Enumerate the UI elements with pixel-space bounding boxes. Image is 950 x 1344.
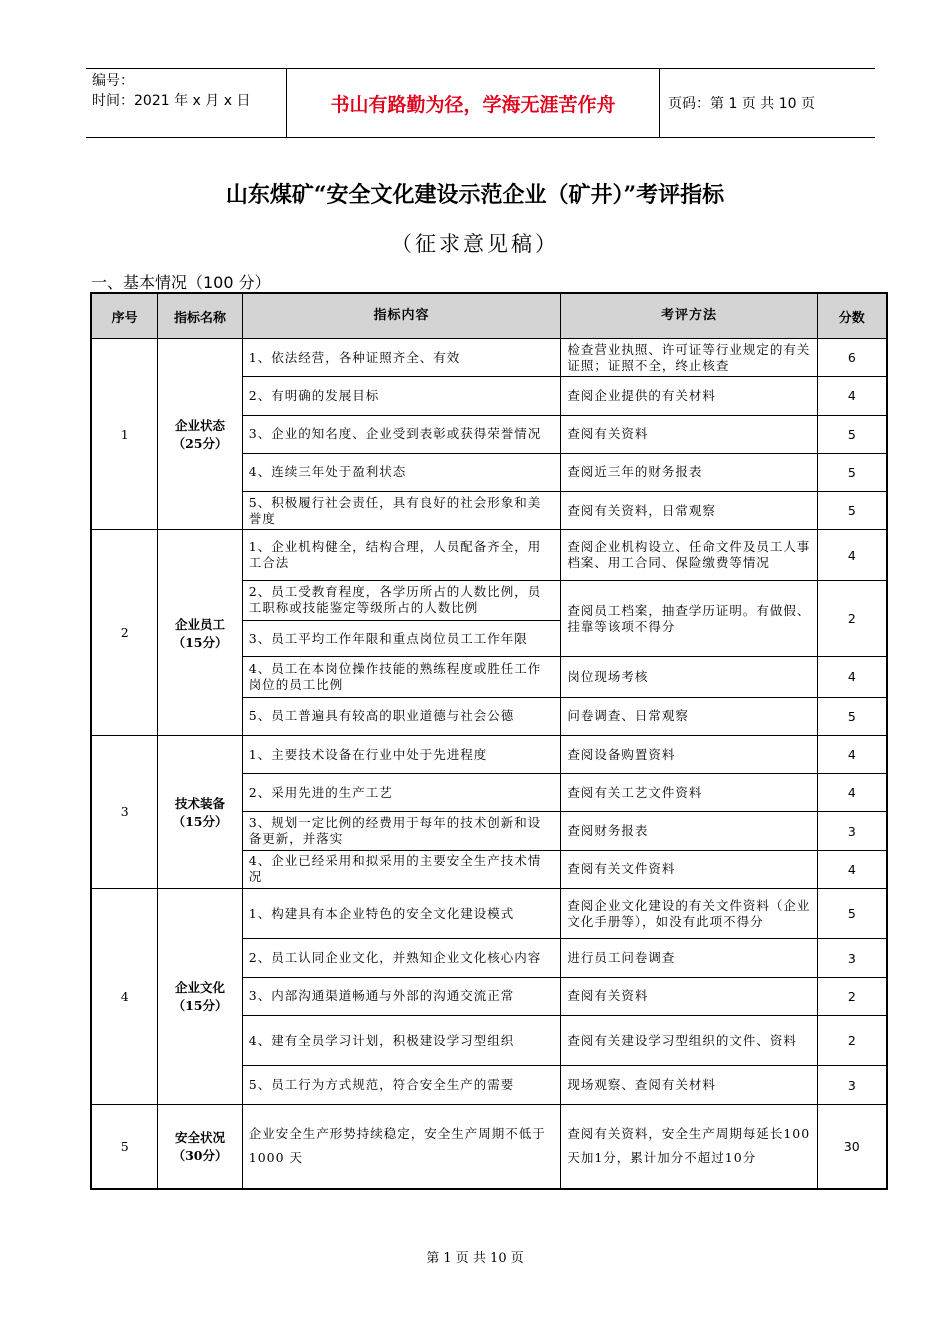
content-cell: 2、采用先进的生产工艺 [242,774,561,812]
method-cell: 问卷调查、日常观察 [561,697,817,735]
group-name-cell [158,735,242,888]
page-footer: 第 1 页 共 10 页 [426,1251,524,1266]
evaluation-table [90,292,888,1190]
group-points: （15分） [172,813,228,829]
method-cell: 查阅有关工艺文件资料 [561,774,817,812]
content-cell: 1、主要技术设备在行业中处于先进程度 [242,735,561,773]
content-cell: 企业安全生产形势持续稳定，安全生产周期不低于1000 天 [242,1104,561,1189]
method-cell: 查阅企业提供的有关材料 [561,377,817,415]
score-cell: 5 [817,415,887,453]
score-cell: 2 [817,977,887,1015]
score-cell: 4 [817,774,887,812]
number-label: 编号： [92,73,134,89]
group-points: （15分） [172,998,228,1014]
group-number: 5 [91,1104,158,1189]
document-title: 山东煤矿“安全文化建设示范企业（矿井）”考评指标 [225,182,725,208]
method-cell: 查阅有关建设学习型组织的文件、资料 [561,1015,817,1065]
content-cell: 3、规划一定比例的经费用于每年的技术创新和设备更新，并落实 [242,812,561,850]
method-cell: 查阅企业文化建设的有关文件资料（企业文化手册等），如没有此项不得分 [561,889,817,939]
content-cell: 4、连续三年处于盈利状态 [242,453,561,491]
score-cell: 5 [817,453,887,491]
content-cell: 3、企业的知名度、企业受到表彰或获得荣誉情况 [242,415,561,453]
content-cell: 3、内部沟通渠道畅通与外部的沟通交流正常 [242,977,561,1015]
col-header-number: 序号 [91,293,158,339]
content-cell: 5、员工行为方式规范，符合安全生产的需要 [242,1066,561,1104]
content-cell: 1、企业机构健全，结构合理，人员配备齐全，用工合法 [242,530,561,580]
method-cell: 查阅近三年的财务报表 [561,453,817,491]
group-name: 企业员工 [175,616,226,632]
group-number: 4 [91,889,158,1105]
content-cell: 4、企业已经采用和拟采用的主要安全生产技术情况 [242,850,561,888]
content-cell: 3、员工平均工作年限和重点岗位员工工作年限 [242,621,561,657]
header-meta [92,71,285,111]
table-row [91,339,887,377]
table-row [91,530,887,580]
content-cell: 1、依法经营，各种证照齐全、有效 [242,339,561,377]
time-label: 时间：2021 年 x 月 x 日 [92,93,251,109]
content-cell: 2、员工认同企业文化，并熟知企业文化核心内容 [242,939,561,977]
score-cell: 4 [817,530,887,580]
score-cell: 4 [817,377,887,415]
group-number: 2 [91,530,158,736]
score-cell: 4 [817,657,887,697]
table-row [91,1104,887,1189]
col-header-content: 指标内容 [242,293,561,339]
method-cell: 查阅有关资料，日常观察 [561,492,817,530]
method-cell: 查阅有关文件资料 [561,850,817,888]
score-cell: 3 [817,1066,887,1104]
method-cell: 查阅企业机构设立、任命文件及员工人事档案、用工合同、保险缴费等情况 [561,530,817,580]
score-cell: 4 [817,735,887,773]
header-motto: 书山有路勤为径，学海无涯苦作舟 [286,69,660,137]
method-cell: 岗位现场考核 [561,657,817,697]
page-header [86,68,875,138]
header-page-label: 页码：第 1 页 共 10 页 [668,96,815,112]
method-cell: 现场观察、查阅有关材料 [561,1066,817,1104]
score-cell: 5 [817,697,887,735]
col-header-score: 分数 [817,293,887,339]
method-cell: 查阅员工档案，抽查学历证明。有做假、挂靠等该项不得分 [561,580,817,657]
score-cell: 5 [817,492,887,530]
group-name: 安全状况 [175,1130,226,1146]
table-row [91,735,887,773]
content-cell: 1、构建具有本企业特色的安全文化建设模式 [242,889,561,939]
score-cell: 5 [817,889,887,939]
col-header-indicator-name: 指标名称 [158,293,242,339]
group-number: 1 [91,339,158,530]
content-cell: 4、建有全员学习计划，积极建设学习型组织 [242,1015,561,1065]
group-name-cell [158,339,242,530]
score-cell: 2 [817,1015,887,1065]
section-heading: 一、基本情况（100 分） [91,273,271,292]
group-number: 3 [91,735,158,888]
group-name: 企业状态 [175,418,226,434]
table-row [91,889,887,939]
score-cell: 6 [817,339,887,377]
table-header-row [91,293,887,339]
method-cell: 进行员工问卷调查 [561,939,817,977]
content-cell: 2、员工受教育程度，各学历所占的人数比例，员工职称或技能鉴定等级所占的人数比例 [242,580,561,620]
score-cell: 3 [817,812,887,850]
group-name: 企业文化 [175,980,226,996]
col-header-method: 考评方法 [561,293,817,339]
score-cell: 30 [817,1104,887,1189]
group-points: （30分） [172,1148,228,1164]
group-points: （15分） [172,634,228,650]
content-cell: 5、员工普遍具有较高的职业道德与社会公德 [242,697,561,735]
group-name-cell [158,530,242,736]
method-cell: 查阅设备购置资料 [561,735,817,773]
group-name-cell [158,889,242,1105]
group-points: （25分） [172,436,228,452]
method-cell: 查阅有关资料 [561,977,817,1015]
group-name: 技术装备 [175,795,226,811]
score-cell: 2 [817,580,887,657]
content-cell: 4、员工在本岗位操作技能的熟练程度或胜任工作岗位的员工比例 [242,657,561,697]
method-cell: 查阅有关资料，安全生产周期每延长100天加1分，累计加分不超过10分 [561,1104,817,1189]
method-cell: 检查营业执照、许可证等行业规定的有关证照；证照不全，终止核查 [561,339,817,377]
content-cell: 5、积极履行社会责任，具有良好的社会形象和美誉度 [242,492,561,530]
content-cell: 2、有明确的发展目标 [242,377,561,415]
group-name-cell [158,1104,242,1189]
score-cell: 4 [817,850,887,888]
document-subtitle: （征求意见稿） [391,232,559,256]
method-cell: 查阅有关资料 [561,415,817,453]
score-cell: 3 [817,939,887,977]
method-cell: 查阅财务报表 [561,812,817,850]
